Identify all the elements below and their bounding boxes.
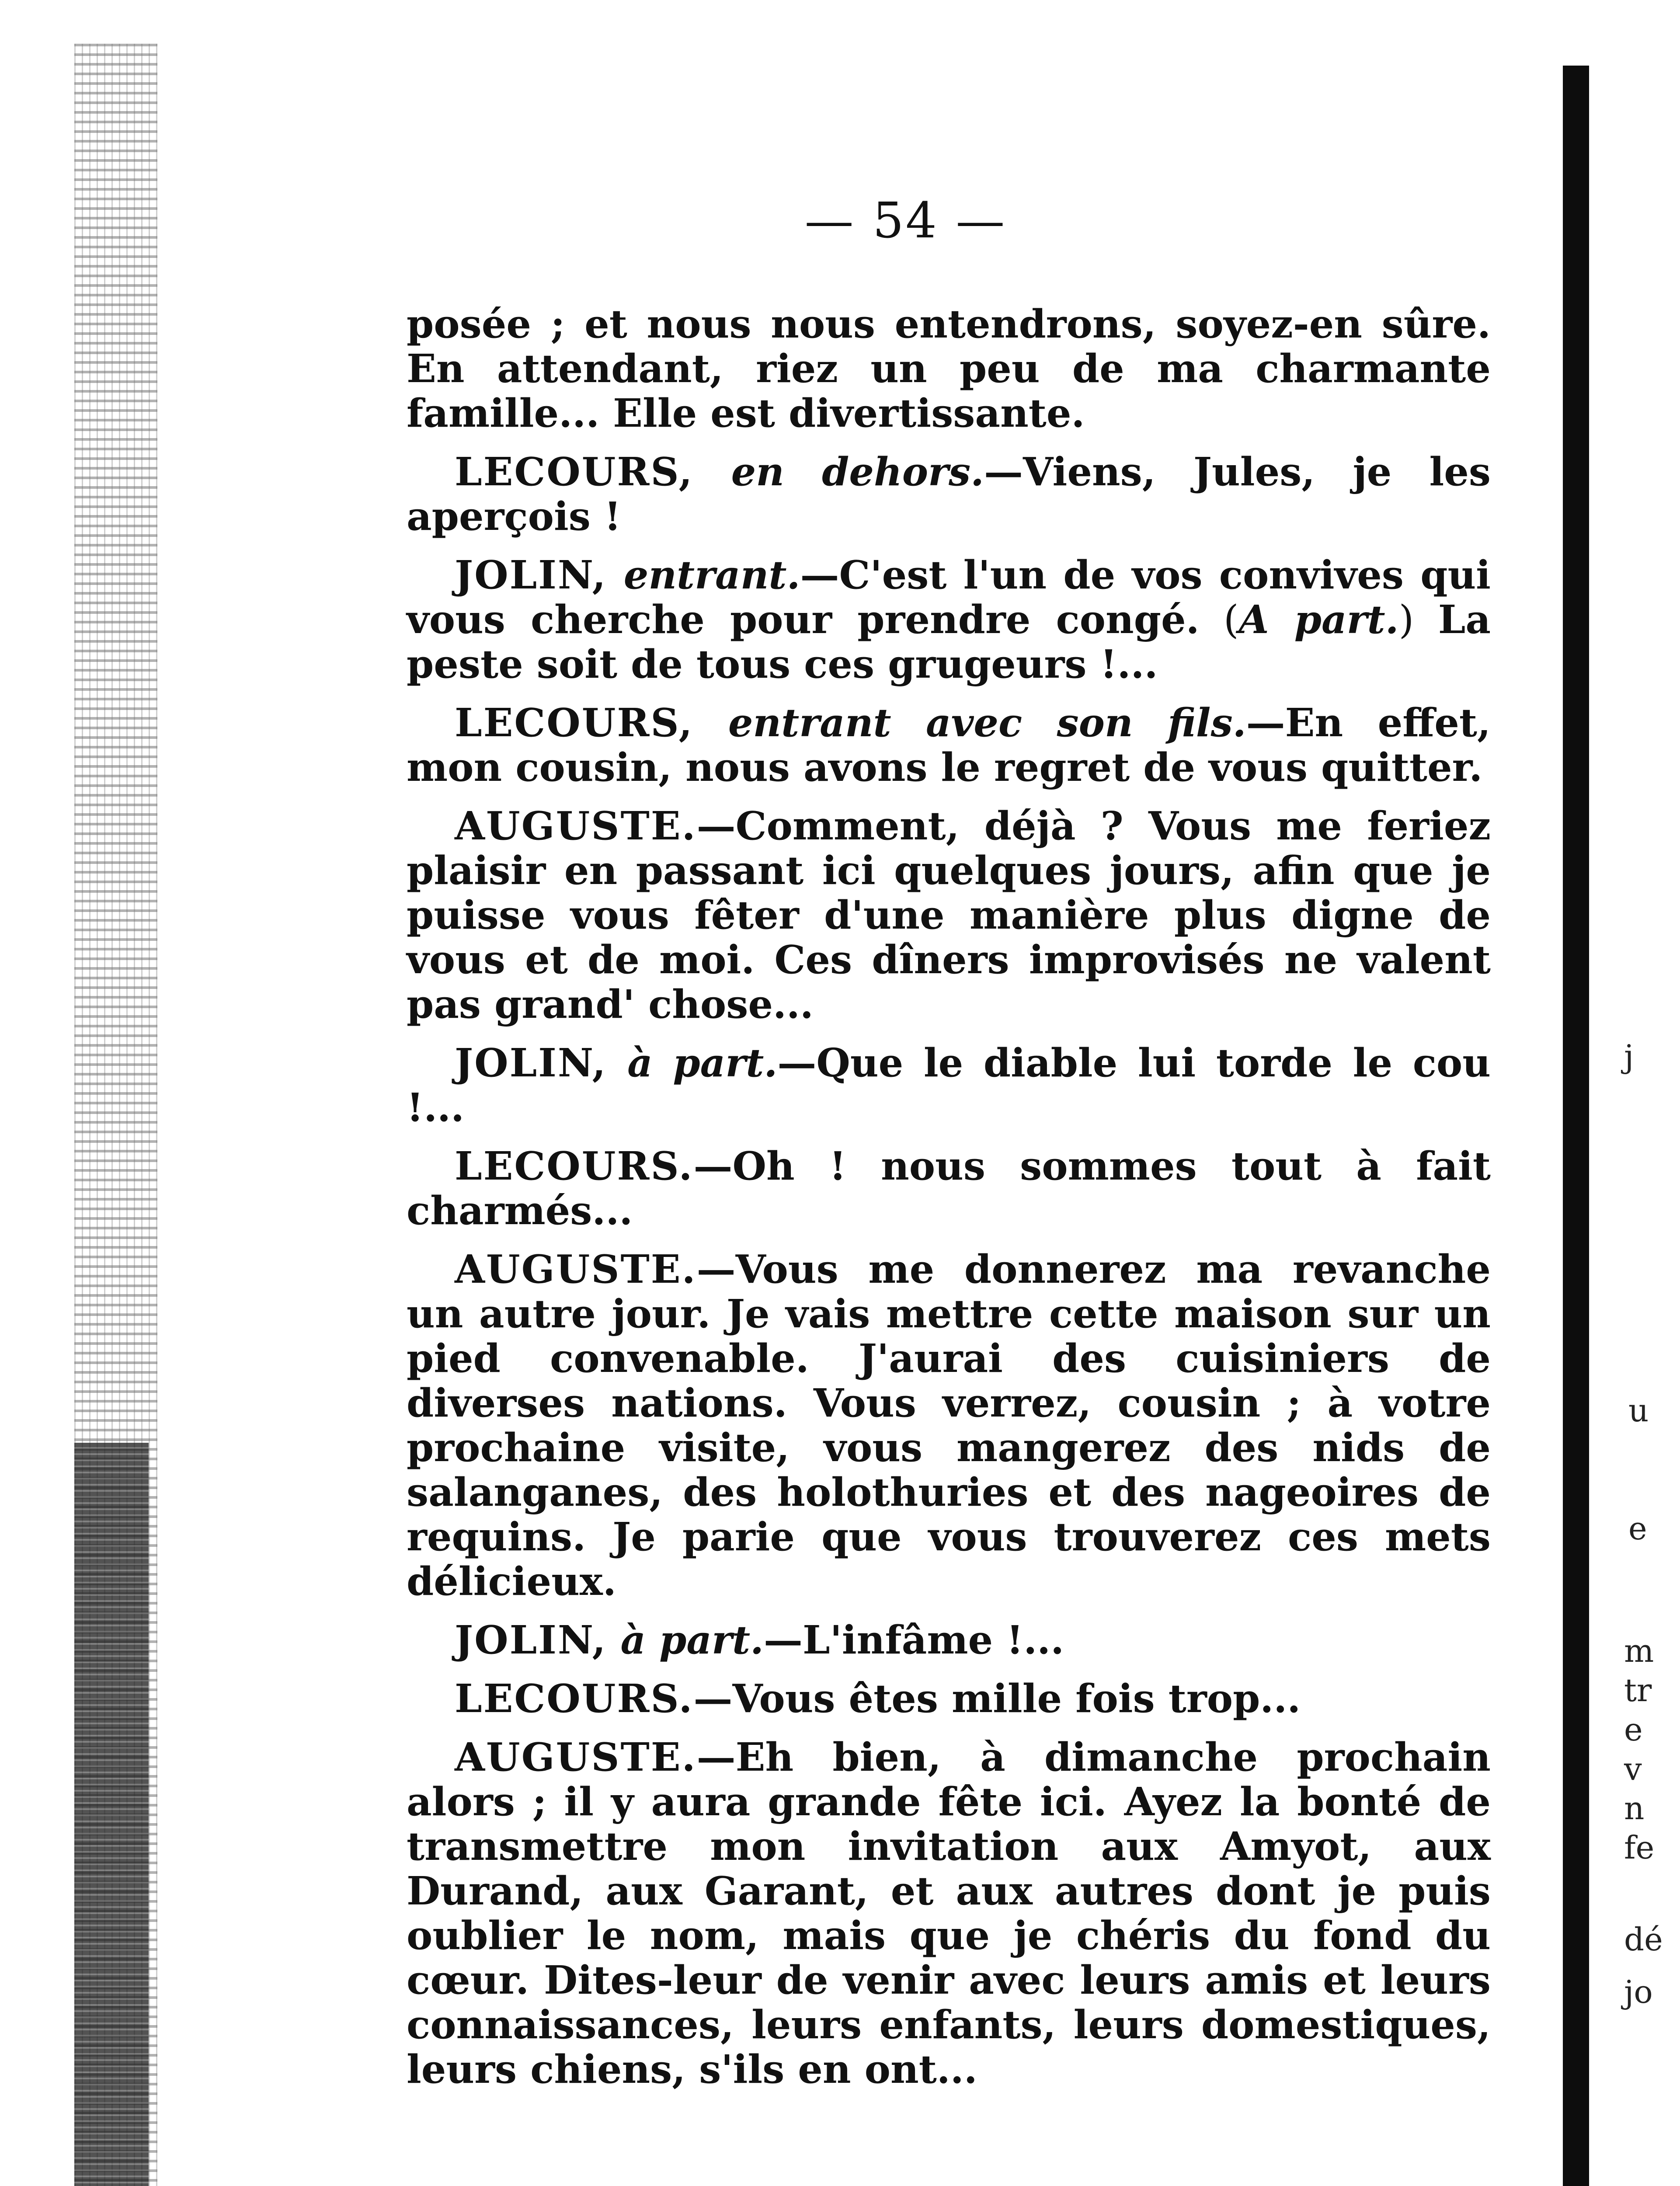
stage-direction: entrant. bbox=[623, 552, 800, 598]
stage-direction: à part. bbox=[627, 1040, 778, 1086]
adjacent-page-fragment: e bbox=[1628, 1510, 1647, 1547]
dialogue-speech: —Vous me donnerez ma revanche un autre jour. Je vais mettre cette maison sur un pied convenable. J'aurai des cuisiniers de diverses nations. Vous verrez, cousin ; à votre prochaine visite, vous mangerez des nids de salanganes, des holothuries et des nageoires de requins. Je parie que vous trouverez ces mets délicieux. bbox=[407, 1246, 1491, 1604]
adjacent-page-margin bbox=[1620, 0, 1680, 2186]
adjacent-page-fragment: j bbox=[1624, 1038, 1634, 1075]
speaker-name: JOLIN, bbox=[455, 1617, 607, 1663]
page-text bbox=[407, 302, 1491, 2106]
dialogue-speech: —En effet, mon cousin, nous avons le regret de vous quitter. bbox=[407, 700, 1491, 790]
dialogue-speech: —L'infâme !... bbox=[764, 1617, 1064, 1663]
adjacent-page-fragment: e bbox=[1624, 1711, 1643, 1748]
dialogue-speech: —Oh ! nous sommes tout à fait charmés... bbox=[407, 1143, 1491, 1233]
dialogue-lecours bbox=[407, 1676, 1491, 1721]
dialogue-lecours bbox=[407, 449, 1491, 539]
dialogue-lecours bbox=[407, 700, 1491, 790]
speaker-name: LECOURS, bbox=[455, 700, 694, 745]
page-gutter-bar bbox=[1563, 66, 1589, 2186]
speaker-name: AUGUSTE. bbox=[455, 1734, 697, 1780]
speaker-name: AUGUSTE. bbox=[455, 1246, 697, 1292]
dialogue-speech: —Comment, déjà ? Vous me feriez plaisir en passant ici quelques jours, afin que je puisse vous fêter d'une manière plus digne de vous et de moi. Ces dîners improvisés ne valent pas grand' chose... bbox=[407, 803, 1491, 1027]
dialogue-lecours bbox=[407, 1144, 1491, 1233]
dialogue-auguste bbox=[407, 1247, 1491, 1604]
adjacent-page-fragment: u bbox=[1628, 1392, 1649, 1429]
paragraph-continuation: posée ; et nous nous entendrons, soyez-en sûre. En attendant, riez un peu de ma charmante famille... Elle est divertissante. bbox=[407, 301, 1491, 436]
dialogue-jolin bbox=[407, 1041, 1491, 1130]
dialogue-speech: —Vous êtes mille fois trop... bbox=[693, 1675, 1301, 1721]
dialogue-speech: —Viens, Jules, je les aperçois ! bbox=[407, 449, 1491, 539]
adjacent-page-fragment: m bbox=[1624, 1633, 1654, 1669]
scan-left-edge-dark bbox=[74, 1443, 149, 2186]
dialogue-jolin bbox=[407, 553, 1491, 686]
adjacent-page-fragment: jo bbox=[1624, 1974, 1653, 2010]
aside-open: ( bbox=[1199, 597, 1239, 642]
dialogue-auguste bbox=[407, 804, 1491, 1027]
speaker-name: JOLIN, bbox=[455, 1040, 607, 1086]
speaker-name: JOLIN, bbox=[455, 552, 607, 598]
dialogue-speech: La peste soit de tous ces grugeurs !... bbox=[407, 596, 1491, 687]
stage-direction: à part. bbox=[620, 1617, 764, 1663]
page-number: — 54 — bbox=[804, 192, 1007, 249]
stage-direction: entrant avec son fils. bbox=[728, 700, 1246, 745]
dialogue-speech: —Que le diable lui torde le cou !... bbox=[407, 1040, 1491, 1130]
adjacent-page-fragment: v bbox=[1624, 1751, 1642, 1787]
speaker-name: LECOURS. bbox=[455, 1675, 694, 1721]
dialogue-auguste bbox=[407, 1735, 1491, 2092]
stage-direction-aside: A part. bbox=[1238, 596, 1399, 642]
speaker-name: LECOURS, bbox=[455, 449, 694, 494]
dialogue-speech: —C'est l'un de vos convives qui vous cherche pour prendre congé. bbox=[407, 552, 1491, 642]
adjacent-page-fragment: n bbox=[1624, 1790, 1645, 1827]
adjacent-page-fragment: tr bbox=[1624, 1672, 1652, 1709]
speaker-name: LECOURS. bbox=[455, 1143, 694, 1189]
dialogue-speech: —Eh bien, à dimanche prochain alors ; il y aura grande fête ici. Ayez la bonté de transmettre mon invitation aux Amyot, aux Durand, aux Garant, et aux autres dont je puis oublier le nom, mais que je chéris du fond du cœur. Dites-leur de venir avec leurs amis et leurs connaissances, leurs enfants, leurs domestiques, leurs chiens, s'ils en ont... bbox=[407, 1734, 1491, 2092]
stage-direction: en dehors. bbox=[731, 449, 984, 494]
speaker-name: AUGUSTE. bbox=[455, 803, 697, 849]
adjacent-page-fragment: dé bbox=[1624, 1921, 1663, 1958]
adjacent-page-fragment: fe bbox=[1624, 1829, 1655, 1866]
aside-close: ) bbox=[1398, 597, 1438, 642]
dialogue-jolin bbox=[407, 1618, 1491, 1662]
